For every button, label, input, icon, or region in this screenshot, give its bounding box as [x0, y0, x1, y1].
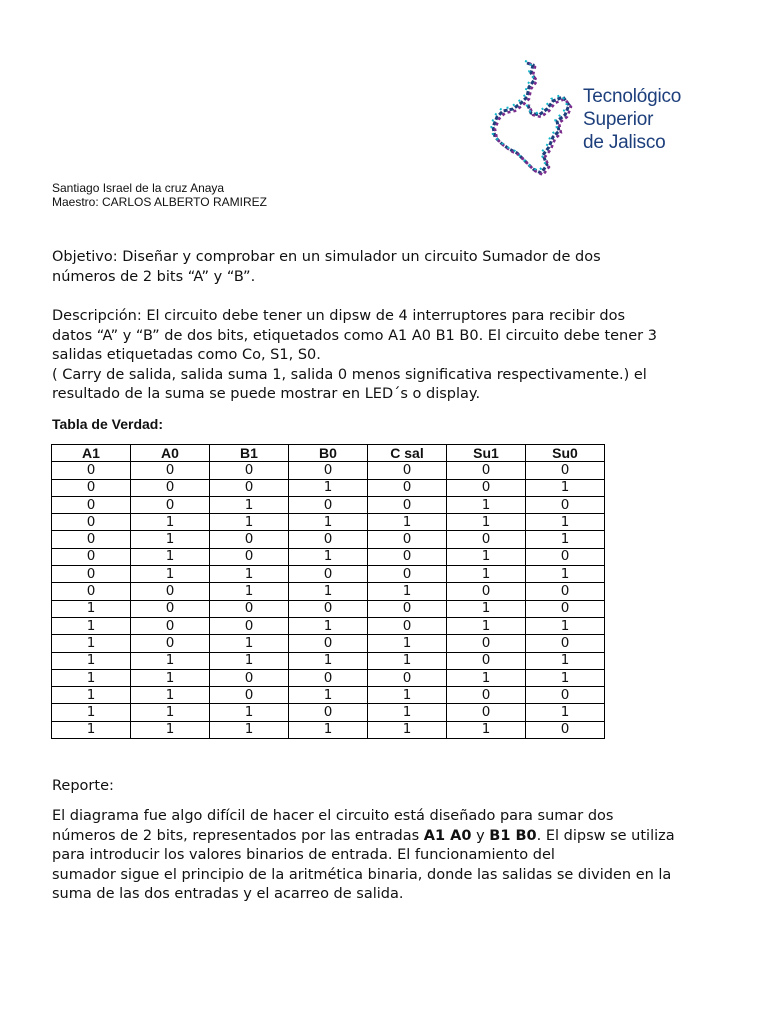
table-cell: 0 — [526, 600, 605, 617]
table-cell: 1 — [447, 721, 526, 738]
table-cell: 1 — [289, 617, 368, 634]
table-cell: 1 — [368, 514, 447, 531]
table-cell: 1 — [368, 721, 447, 738]
table-cell: 0 — [52, 566, 131, 583]
table-cell: 0 — [131, 600, 210, 617]
table-cell: 0 — [289, 496, 368, 513]
description-line: ( Carry de salida, salida suma 1, salida 0 menos significativa respectivamente.) el — [52, 366, 647, 383]
table-cell: 0 — [368, 531, 447, 548]
table-cell: 0 — [210, 600, 289, 617]
table-cell: 1 — [131, 531, 210, 548]
table-cell: 0 — [131, 479, 210, 496]
table-cell: 1 — [131, 704, 210, 721]
student-name: Santiago Israel de la cruz Anaya — [52, 181, 225, 195]
table-cell: 1 — [52, 687, 131, 704]
report-line: suma de las dos entradas y el acarreo de salida. — [52, 886, 404, 902]
table-cell: 0 — [131, 617, 210, 634]
table-cell: 1 — [289, 583, 368, 600]
report-text: y — [471, 827, 490, 844]
table-cell: 0 — [526, 583, 605, 600]
table-cell: 1 — [368, 652, 447, 669]
table-cell: 0 — [210, 687, 289, 704]
table-row — [52, 531, 605, 548]
column-header: B0 — [289, 445, 368, 462]
teacher-name: Maestro: CARLOS ALBERTO RAMIREZ — [52, 195, 267, 209]
table-cell: 0 — [131, 496, 210, 513]
table-cell: 1 — [368, 687, 447, 704]
table-cell: 1 — [210, 583, 289, 600]
description-line: Descripción: El circuito debe tener un dipsw de 4 interruptores para recibir dos — [52, 308, 626, 324]
report-line: sumador sigue el principio de la aritmética binaria, donde las salidas se dividen en la — [52, 866, 672, 883]
truth-table — [51, 444, 605, 739]
table-cell: 1 — [526, 704, 605, 721]
column-header: Su0 — [526, 445, 605, 462]
table-cell: 0 — [526, 721, 605, 738]
table-cell: 1 — [131, 514, 210, 531]
table-cell: 1 — [447, 669, 526, 686]
table-cell: 1 — [210, 652, 289, 669]
table-cell: 0 — [289, 635, 368, 652]
objective-paragraph — [52, 248, 712, 287]
table-row — [52, 669, 605, 686]
table-cell: 0 — [210, 531, 289, 548]
institution-logo — [487, 57, 682, 181]
objective-line: números de 2 bits “A” y “B”. — [52, 268, 256, 285]
table-cell: 1 — [52, 669, 131, 686]
table-cell: 1 — [52, 617, 131, 634]
report-text: . El dipsw se utiliza — [536, 827, 675, 844]
table-cell: 1 — [52, 721, 131, 738]
table-cell: 1 — [210, 704, 289, 721]
table-row — [52, 462, 605, 479]
table-row — [52, 548, 605, 565]
logo-line-2: Superior — [583, 109, 654, 130]
table-cell: 1 — [526, 479, 605, 496]
table-cell: 0 — [289, 566, 368, 583]
table-cell: 0 — [368, 669, 447, 686]
table-row — [52, 583, 605, 600]
table-cell: 1 — [368, 583, 447, 600]
table-cell: 1 — [131, 652, 210, 669]
table-cell: 1 — [52, 635, 131, 652]
jalisco-map-icon — [487, 57, 583, 181]
table-header-row — [52, 445, 605, 462]
table-cell: 1 — [52, 600, 131, 617]
table-cell: 1 — [289, 652, 368, 669]
table-cell: 1 — [131, 669, 210, 686]
table-cell: 0 — [52, 496, 131, 513]
table-cell: 0 — [368, 479, 447, 496]
table-cell: 0 — [52, 531, 131, 548]
table-row — [52, 496, 605, 513]
report-text: números de 2 bits, representados por las entradas — [52, 827, 424, 844]
table-cell: 1 — [131, 687, 210, 704]
table-cell: 0 — [447, 635, 526, 652]
table-cell: 0 — [131, 462, 210, 479]
table-cell: 1 — [368, 704, 447, 721]
column-header: B1 — [210, 445, 289, 462]
table-cell: 1 — [526, 531, 605, 548]
table-cell: 0 — [368, 496, 447, 513]
table-cell: 1 — [289, 548, 368, 565]
column-header: C sal — [368, 445, 447, 462]
table-cell: 0 — [289, 600, 368, 617]
objective-line: Objetivo: Diseñar y comprobar en un simulador un circuito Sumador de dos — [52, 249, 601, 265]
table-cell: 1 — [131, 566, 210, 583]
table-cell: 1 — [210, 635, 289, 652]
table-cell: 0 — [368, 617, 447, 634]
table-cell: 0 — [210, 617, 289, 634]
table-row — [52, 600, 605, 617]
table-title: Tabla de Verdad: — [52, 416, 163, 432]
table-cell: 0 — [52, 462, 131, 479]
author-block — [52, 181, 267, 209]
table-cell: 0 — [368, 600, 447, 617]
table-cell: 1 — [289, 721, 368, 738]
table-cell: 1 — [447, 496, 526, 513]
inputs-b-bold: B1 B0 — [489, 827, 537, 844]
table-cell: 1 — [526, 669, 605, 686]
table-cell: 0 — [131, 583, 210, 600]
table-cell: 1 — [447, 514, 526, 531]
table-row — [52, 687, 605, 704]
table-cell: 1 — [368, 635, 447, 652]
table-cell: 1 — [52, 704, 131, 721]
table-row — [52, 652, 605, 669]
table-row — [52, 635, 605, 652]
table-cell: 0 — [289, 704, 368, 721]
description-paragraph — [52, 307, 712, 405]
table-cell: 0 — [210, 479, 289, 496]
report-heading: Reporte: — [52, 778, 114, 794]
logo-line-3: de Jalisco — [583, 132, 666, 153]
table-row — [52, 514, 605, 531]
table-cell: 1 — [526, 617, 605, 634]
table-cell: 1 — [526, 514, 605, 531]
table-cell: 1 — [447, 566, 526, 583]
table-cell: 0 — [131, 635, 210, 652]
table-cell: 1 — [210, 721, 289, 738]
table-cell: 0 — [289, 669, 368, 686]
table-cell: 0 — [447, 687, 526, 704]
table-cell: 0 — [210, 462, 289, 479]
table-cell: 0 — [52, 548, 131, 565]
table-cell: 0 — [52, 479, 131, 496]
table-cell: 1 — [289, 479, 368, 496]
table-cell: 1 — [210, 566, 289, 583]
table-cell: 1 — [447, 600, 526, 617]
table-cell: 1 — [289, 687, 368, 704]
table-row — [52, 479, 605, 496]
table-cell: 0 — [368, 462, 447, 479]
description-line: resultado de la suma se puede mostrar en LED´s o display. — [52, 386, 481, 402]
table-cell: 0 — [526, 462, 605, 479]
table-cell: 0 — [447, 652, 526, 669]
table-cell: 0 — [368, 566, 447, 583]
table-cell: 1 — [131, 721, 210, 738]
table-cell: 0 — [447, 531, 526, 548]
column-header: Su1 — [447, 445, 526, 462]
table-cell: 0 — [526, 548, 605, 565]
table-cell: 0 — [447, 479, 526, 496]
report-line — [52, 827, 712, 847]
report-line: para introducir los valores binarios de entrada. El funcionamiento del — [52, 847, 555, 863]
table-cell: 0 — [526, 687, 605, 704]
table-cell: 1 — [210, 496, 289, 513]
table-cell: 0 — [289, 462, 368, 479]
table-cell: 1 — [526, 652, 605, 669]
inputs-a-bold: A1 A0 — [423, 827, 472, 844]
logo-line-1: Tecnológico — [583, 86, 682, 107]
table-cell: 0 — [210, 548, 289, 565]
table-cell: 0 — [52, 514, 131, 531]
table-row — [52, 566, 605, 583]
table-cell: 1 — [52, 652, 131, 669]
table-cell: 0 — [52, 583, 131, 600]
table-cell: 1 — [210, 514, 289, 531]
table-cell: 0 — [447, 462, 526, 479]
table-row — [52, 704, 605, 721]
table-row — [52, 617, 605, 634]
table-cell: 0 — [526, 635, 605, 652]
table-cell: 0 — [210, 669, 289, 686]
column-header: A1 — [52, 445, 131, 462]
table-cell: 0 — [289, 531, 368, 548]
table-cell: 0 — [526, 496, 605, 513]
table-row — [52, 721, 605, 738]
report-paragraph — [52, 807, 712, 905]
table-cell: 1 — [131, 548, 210, 565]
table-cell: 1 — [447, 548, 526, 565]
table-cell: 0 — [368, 548, 447, 565]
table-cell: 1 — [289, 514, 368, 531]
description-line: salidas etiquetadas como Co, S1, S0. — [52, 347, 321, 363]
description-line: datos “A” y “B” de dos bits, etiquetados como A1 A0 B1 B0. El circuito debe tener 3 — [52, 327, 657, 344]
table-cell: 1 — [447, 617, 526, 634]
table-cell: 0 — [447, 704, 526, 721]
table-cell: 0 — [447, 583, 526, 600]
table-cell: 1 — [526, 566, 605, 583]
column-header: A0 — [131, 445, 210, 462]
table-body — [52, 462, 605, 739]
report-line: El diagrama fue algo difícil de hacer el circuito está diseñado para sumar dos — [52, 808, 614, 824]
